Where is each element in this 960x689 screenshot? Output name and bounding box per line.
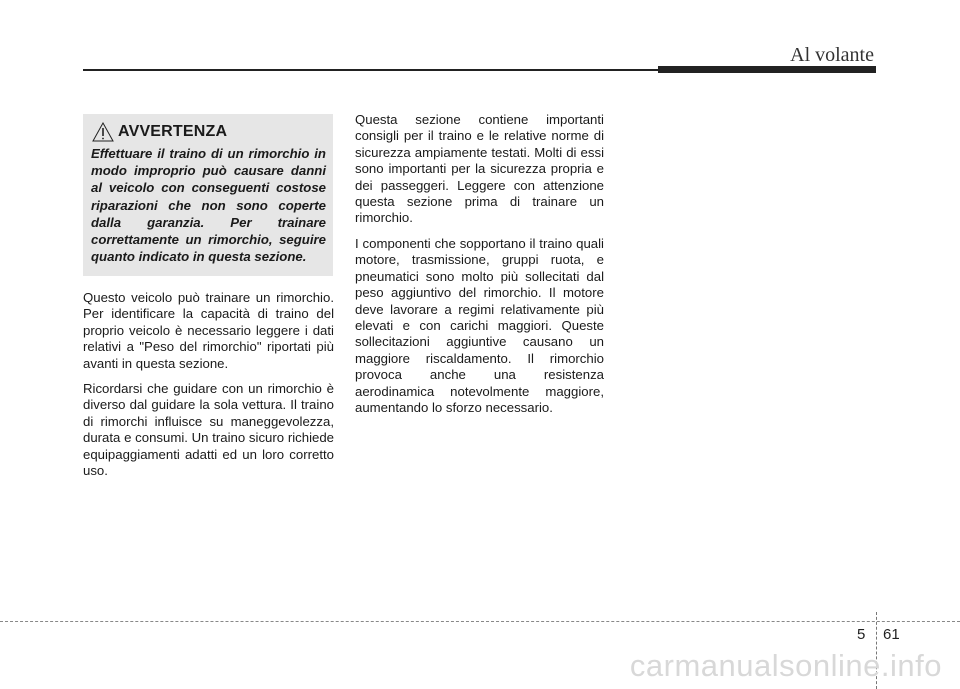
header-rule-thin	[83, 69, 668, 71]
warning-triangle-icon	[92, 122, 114, 142]
right-paragraph-1: Questa sezione contiene importanti consigli per il traino e le relative norme di sicurezza ampiamente testati. Molti di essi sono importanti per la sicurezza propria e dei passeggeri. Leggere con attenzione questa sezione prima di trainare un rimorchio.	[355, 112, 604, 226]
left-paragraph-2: Ricordarsi che guidare con un rimorchio è diverso dal guidare la sola vettura. Il traino di rimorchi influisce su maneggevolezza, durata e consumi. Un traino sicuro richiede equipaggiamenti adatti ed un loro corretto uso.	[83, 381, 334, 479]
header-rule-thick	[658, 66, 876, 73]
left-paragraph-1: Questo veicolo può trainare un rimorchio. Per identificare la capacità di traino del proprio veicolo è necessario leggere i dati relativi a "Peso del rimorchio" riportati più avanti in questa sezione.	[83, 290, 334, 371]
warning-text: Effettuare il traino di un rimorchio in modo improprio può causare danni al veicolo con conseguenti costose riparazioni che non sono coperte dalla garanzia. Per trainare correttamente un rimorchio, seguire quanto indicato in questa sezione.	[91, 146, 326, 265]
chapter-number: 5	[857, 626, 866, 643]
warning-box	[83, 114, 333, 276]
warning-title: AVVERTENZA	[118, 123, 228, 140]
chapter-title: Al volante	[790, 44, 874, 66]
right-paragraph-2: I componenti che sopportano il traino quali motore, trasmissione, gruppi ruota, e pneumatici sono molto più sollecitati dal peso aggiuntivo del rimorchio. Il motore deve lavorare a regimi relativamente più elevati e con carichi maggiori. Queste sollecitazioni aggiuntive causano un maggiore riscaldamento. Il rimorchio provoca anche una resistenza aerodinamica notevolmente maggiore, aumentando lo sforzo necessario.	[355, 236, 604, 416]
footer-rule	[0, 621, 960, 622]
page-number: 61	[883, 626, 900, 643]
warning-header	[92, 122, 326, 142]
watermark: carmanualsonline.info	[629, 648, 942, 683]
